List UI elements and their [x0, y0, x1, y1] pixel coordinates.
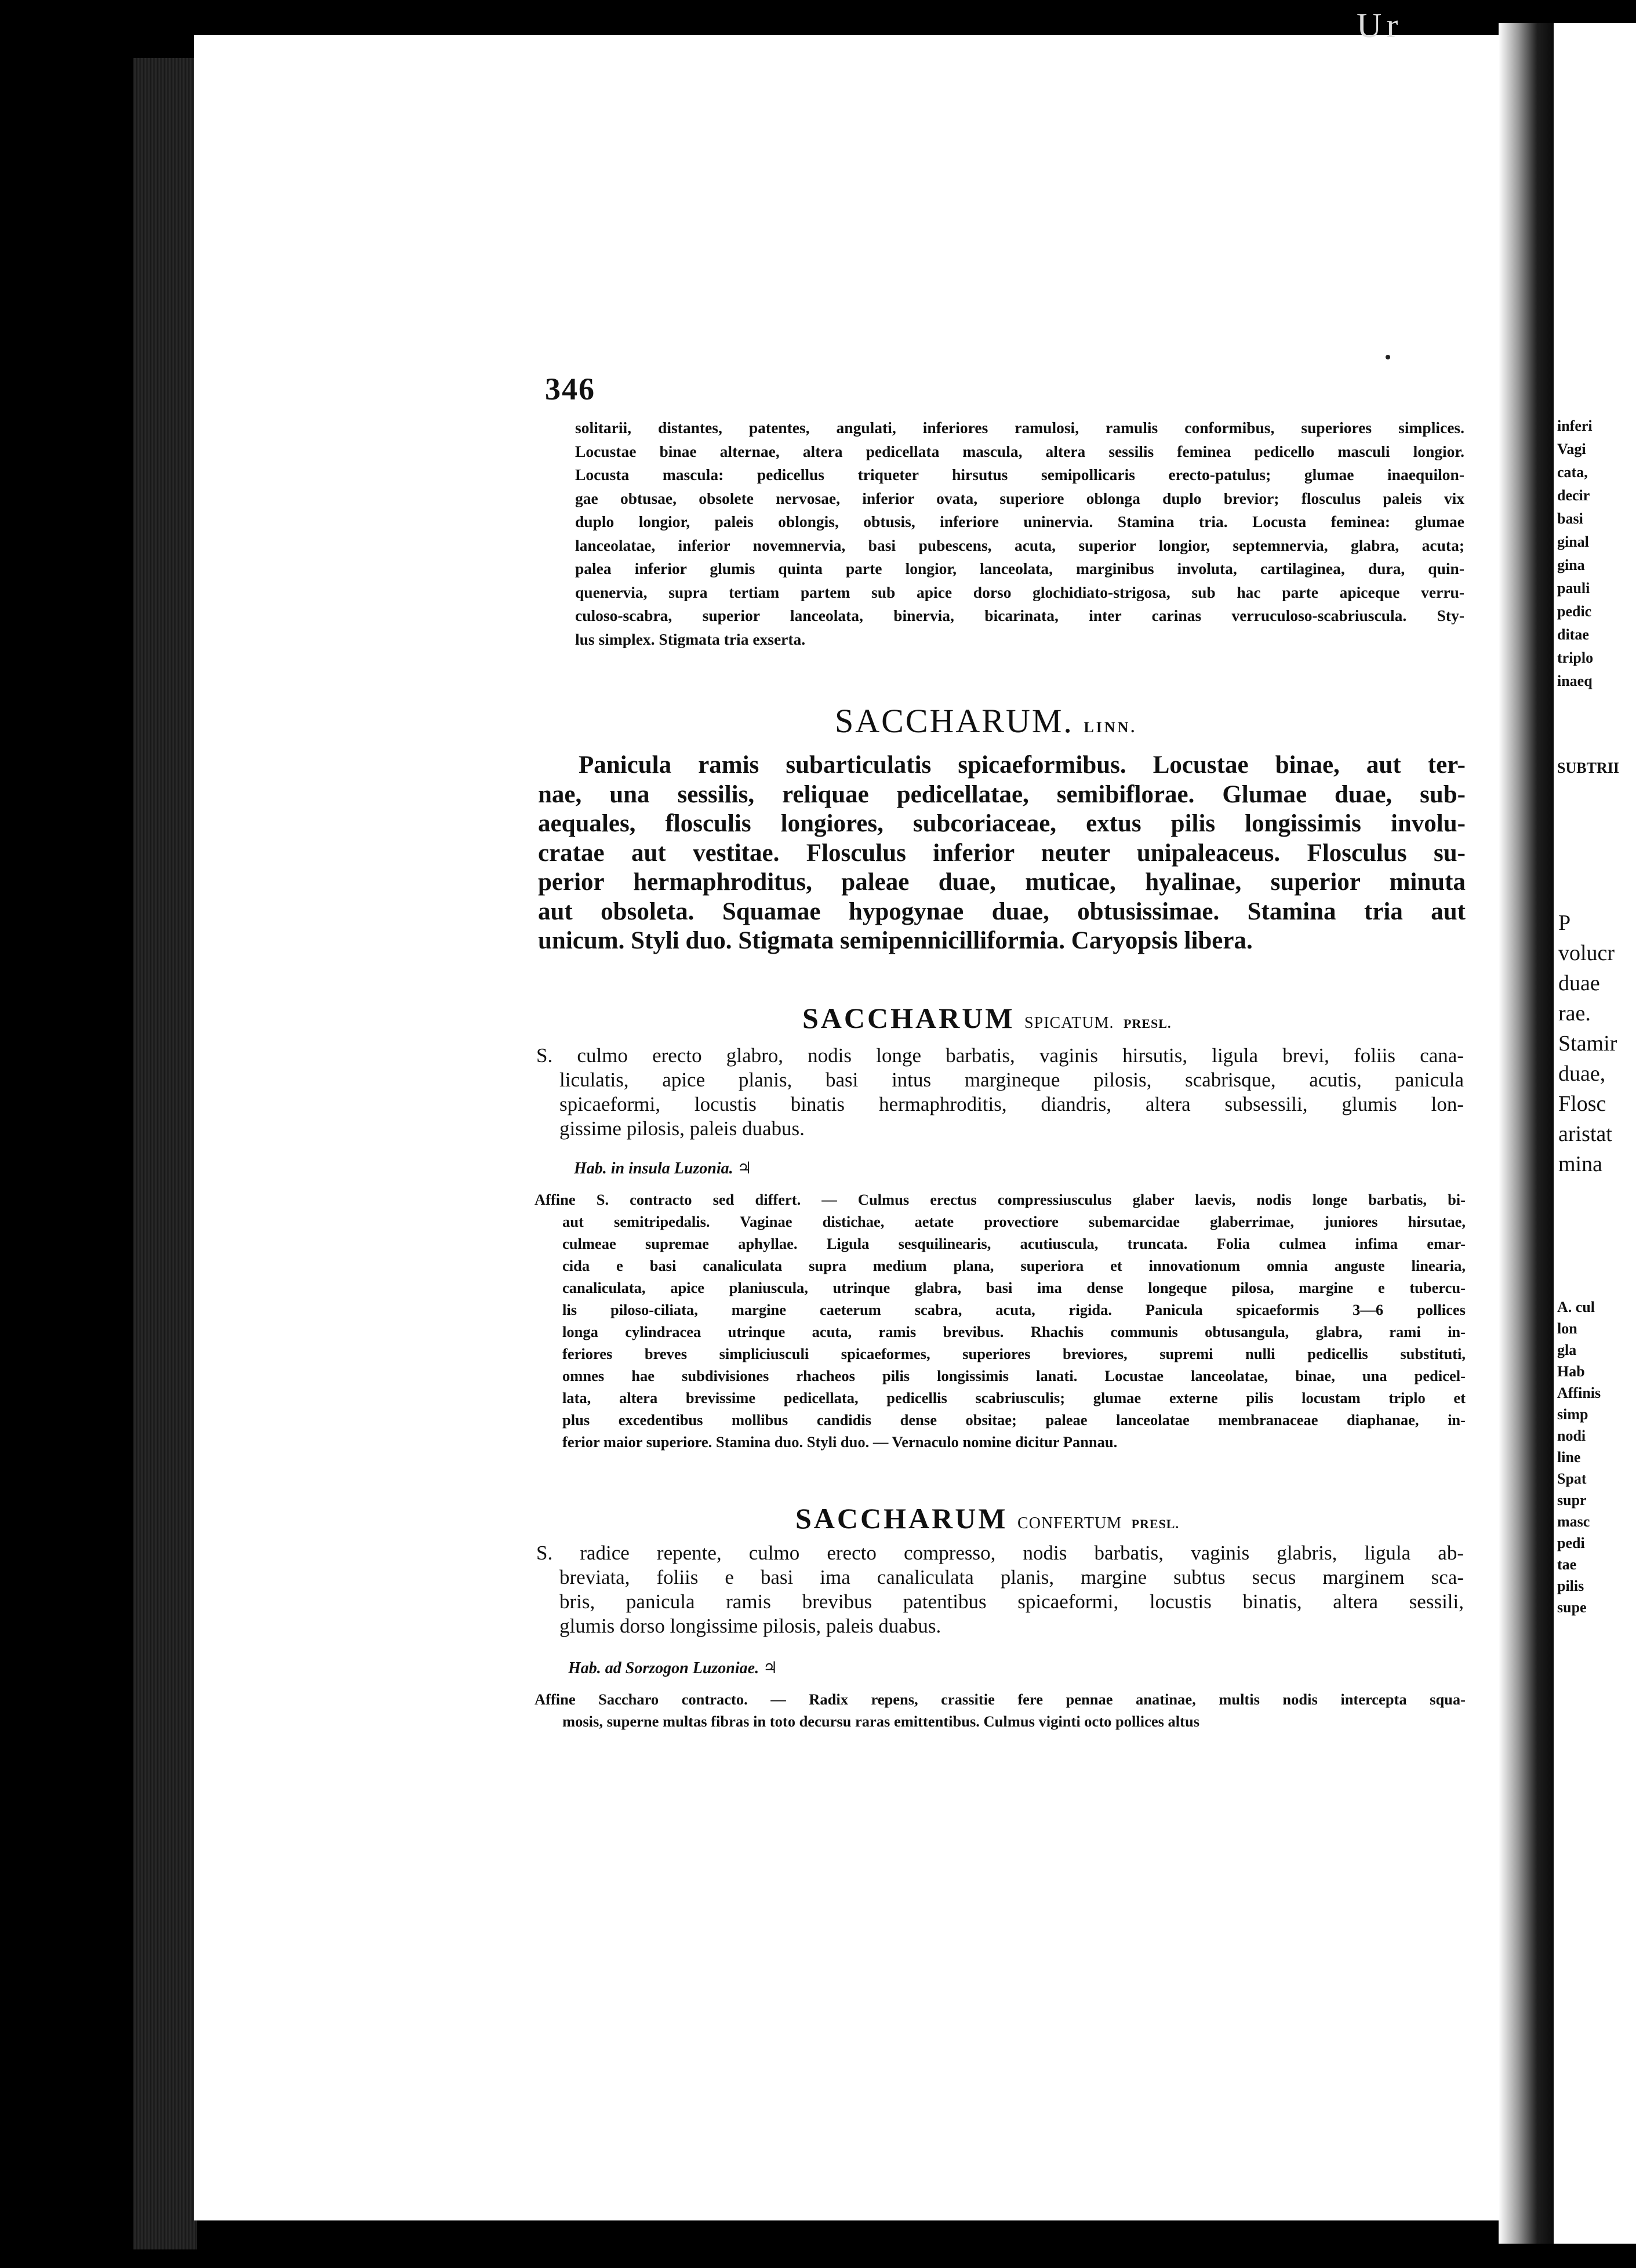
text-line: aut semitripedalis. Vaginae distichae, aetate provectiore subemarcidae glaberrimae, juniores hirsutae,: [562, 1213, 1466, 1230]
adjacent-text-fragment: duae,: [1558, 1062, 1606, 1086]
adjacent-text-fragment: simp: [1557, 1406, 1588, 1423]
species-authority: PRESL.: [1131, 1517, 1179, 1531]
adjacent-text-fragment: A. cul: [1557, 1299, 1595, 1315]
text-line: canaliculata, apice planiuscula, utrinque glabra, basi ima dense longeque pilosa, margine e tubercu-: [562, 1279, 1466, 1296]
adjacent-text-fragment: duae: [1558, 971, 1600, 995]
adjacent-text-fragment: rae.: [1558, 1001, 1591, 1026]
text-line: aut obsoleta. Squamae hypogynae duae, obtusissimae. Stamina tria aut: [538, 897, 1466, 925]
text-line: feriores breves simpliciusculi spicaeformes, superiores breviores, supremi nulli pedicellis substituti,: [562, 1345, 1466, 1362]
adjacent-text-fragment: gina: [1557, 557, 1585, 573]
species-genus: SACCHARUM: [795, 1502, 1008, 1535]
page-gutter: [1499, 23, 1554, 2244]
text-line: longa cylindracea utrinque acuta, ramis brevibus. Rhachis communis obtusangula, glabra, rami in-: [562, 1323, 1466, 1340]
adjacent-text-fragment: supr: [1557, 1492, 1587, 1509]
adjacent-text-fragment: mina: [1558, 1152, 1602, 1176]
text-line: breviata, foliis e basi ima canaliculata planis, margine subtus secus marginem sca-: [559, 1566, 1464, 1589]
genus-description: [538, 751, 1466, 956]
adjacent-text-fragment: masc: [1557, 1513, 1590, 1530]
adjacent-text-fragment: Spat: [1557, 1470, 1587, 1487]
adjacent-text-fragment: pedi: [1557, 1535, 1585, 1551]
text-line: solitarii, distantes, patentes, angulati, inferiores ramulosi, ramulis conformibus, superiores simplices.: [575, 419, 1464, 437]
adjacent-text-fragment: Flosc: [1558, 1092, 1606, 1116]
text-line: glumis dorso longissime pilosis, paleis duabus.: [559, 1615, 941, 1637]
adjacent-text-fragment: inferi: [1557, 417, 1593, 434]
text-line: culoso-scabra, superior lanceolata, binervia, bicarinata, inter carinas verruculoso-scabriuscula. Sty-: [575, 606, 1464, 624]
text-line: bris, panicula ramis brevibus patentibus spicaeformi, locustis binatis, altera sessili,: [559, 1590, 1464, 1613]
adjacent-text-fragment: aristat: [1558, 1122, 1612, 1146]
text-line: Locustae binae alternae, altera pedicellata mascula, altera sessilis feminea pedicello masculi longior.: [575, 442, 1464, 460]
adjacent-text-fragment: inaeq: [1557, 673, 1593, 689]
text-line: culmeae supremae aphyllae. Ligula sesquilinearis, acutiuscula, truncata. Folia culmea infima emar-: [562, 1235, 1466, 1252]
adjacent-text-fragment: nodi: [1557, 1427, 1586, 1444]
text-line: gissime pilosis, paleis duabus.: [559, 1117, 805, 1140]
top-mark: Ur: [1357, 6, 1403, 45]
adjacent-text-fragment: P: [1558, 911, 1571, 935]
page-number: 346: [545, 372, 595, 406]
text-line: Locusta mascula: pedicellus triqueter hirsutus semipollicaris erecto-patulus; glumae inaequilon-: [575, 466, 1464, 484]
species-epithet: SPICATUM.: [1024, 1014, 1114, 1032]
genus-name: SACCHARUM.: [835, 702, 1074, 740]
text-line: nae, una sessilis, reliquae pedicellatae, semibiflorae. Glumae duae, sub-: [538, 780, 1466, 808]
text-line: cida e basi canaliculata supra medium plana, superiora et innovationum omnia anguste linearia,: [562, 1257, 1466, 1274]
species-heading-spicatum: [802, 1001, 1171, 1035]
text-line: spicaeformi, locustis binatis hermaphroditis, diandris, altera subsessili, glumis lon-: [559, 1093, 1464, 1115]
ink-dot: [1386, 355, 1390, 359]
species-heading-confertum: [795, 1502, 1179, 1535]
adjacent-text-fragment: triplo: [1557, 649, 1594, 666]
text-line: gae obtusae, obsolete nervosae, inferior ovata, superiore oblonga duplo brevior; flosculus paleis vix: [575, 489, 1464, 507]
habitat-confertum: Hab. ad Sorzogon Luzoniae. ♃: [568, 1659, 778, 1677]
text-line: lus simplex. Stigmata tria exserta.: [575, 630, 806, 648]
book-spine-edge: [133, 58, 197, 2249]
species-epithet: CONFERTUM: [1017, 1514, 1122, 1532]
species-authority: PRESL.: [1124, 1016, 1172, 1031]
adjacent-text-fragment: volucr: [1558, 941, 1615, 965]
species-diagnosis-confertum: [536, 1541, 1464, 1638]
text-line: palea inferior glumis quinta parte longior, lanceolata, marginibus involuta, cartilaginea, dura, quin-: [575, 559, 1464, 577]
text-line: Affine Saccharo contracto. — Radix repens, crassitie fere pennae anatinae, multis nodis intercepta squa-: [535, 1691, 1466, 1708]
adjacent-text-fragment: line: [1557, 1449, 1581, 1466]
genus-authority: LINN.: [1084, 719, 1137, 736]
text-line: ferior maior superiore. Stamina duo. Styli duo. — Vernaculo nomine dicitur Pannau.: [562, 1433, 1118, 1451]
text-line: duplo longior, paleis oblongis, obtusis, inferiore uninervia. Stamina tria. Locusta feminea: glumae: [575, 513, 1464, 530]
text-line: S. radice repente, culmo erecto compresso, nodis barbatis, vaginis glabris, ligula ab-: [536, 1542, 1464, 1564]
habitat-spicatum: Hab. in insula Luzonia. ♃: [574, 1160, 752, 1177]
adjacent-text-fragment: supe: [1557, 1599, 1587, 1616]
text-line: perior hermaphroditus, paleae duae, muticae, hyalinae, superior minuta: [538, 868, 1466, 896]
affine-paragraph-spicatum: [535, 1188, 1466, 1453]
affine-paragraph-confertum: [535, 1688, 1466, 1732]
text-line: S. culmo erecto glabro, nodis longe barbatis, vaginis hirsutis, ligula brevi, foliis cana-: [536, 1044, 1464, 1067]
text-line: Affine S. contracto sed differt. — Culmus erectus compressiusculus glaber laevis, nodis longe barbatis, bi-: [535, 1191, 1466, 1208]
adjacent-text-fragment: lon: [1557, 1320, 1577, 1337]
text-line: unicum. Styli duo. Stigmata semipennicilliformia. Caryopsis libera.: [538, 927, 1253, 954]
text-line: plus excedentibus mollibus candidis dense obsitae; paleae lanceolatae membranaceae diaphanae, in-: [562, 1411, 1466, 1429]
adjacent-text-fragment: Vagi: [1557, 441, 1586, 457]
text-line: lis piloso-ciliata, margine caeterum scabra, acuta, rigida. Panicula spicaeformis 3—6 pollices: [562, 1301, 1466, 1318]
adjacent-text-fragment: Stamir: [1558, 1031, 1617, 1056]
text-line: cratae aut vestitae. Flosculus inferior neuter unipaleaceus. Flosculus su-: [538, 839, 1466, 867]
intro-paragraph: [575, 416, 1464, 651]
text-line: mosis, superne multas fibras in toto decursu raras emittentibus. Culmus viginti octo pollices altus: [562, 1713, 1200, 1730]
text-line: omnes hae subdivisiones rhacheos pilis longissimis lanati. Locustae lanceolatae, binae, una pedicel-: [562, 1367, 1466, 1384]
adjacent-text-fragment: ginal: [1557, 533, 1589, 550]
species-diagnosis-spicatum: [536, 1044, 1464, 1141]
adjacent-text-fragment: ditae: [1557, 626, 1589, 643]
adjacent-text-fragment: tae: [1557, 1556, 1577, 1573]
adjacent-text-fragment: cata,: [1557, 464, 1588, 481]
adjacent-page-fragment: [1554, 23, 1636, 2244]
adjacent-text-fragment: pauli: [1557, 580, 1590, 597]
adjacent-text-fragment: SUBTRII: [1557, 759, 1619, 776]
text-line: aequales, flosculis longiores, subcoriaceae, extus pilis longissimis involu-: [538, 810, 1466, 837]
adjacent-text-fragment: pilis: [1557, 1578, 1584, 1594]
adjacent-text-fragment: gla: [1557, 1342, 1577, 1358]
adjacent-text-fragment: pedic: [1557, 603, 1592, 620]
text-line: liculatis, apice planis, basi intus margineque pilosis, scabrisque, acutis, panicula: [559, 1068, 1464, 1091]
text-line: lanceolatae, inferior novemnervia, basi pubescens, acuta, superior longior, septemnervia, glabra, acuta;: [575, 536, 1464, 554]
text-line: Panicula ramis subarticulatis spicaeformibus. Locustae binae, aut ter-: [579, 751, 1466, 779]
text-line: lata, altera brevissime pedicellata, pedicellis scabriusculis; glumae externe pilis locustam triplo et: [562, 1389, 1466, 1406]
adjacent-text-fragment: basi: [1557, 510, 1583, 527]
adjacent-text-fragment: Affinis: [1557, 1384, 1601, 1401]
species-genus: SACCHARUM: [802, 1002, 1015, 1034]
text-line: quenervia, supra tertiam partem sub apice dorso glochidiato-strigosa, sub hac parte apiceque verru-: [575, 583, 1464, 601]
adjacent-text-fragment: decir: [1557, 487, 1590, 504]
adjacent-text-fragment: Hab: [1557, 1363, 1585, 1380]
genus-heading: [835, 702, 1137, 740]
